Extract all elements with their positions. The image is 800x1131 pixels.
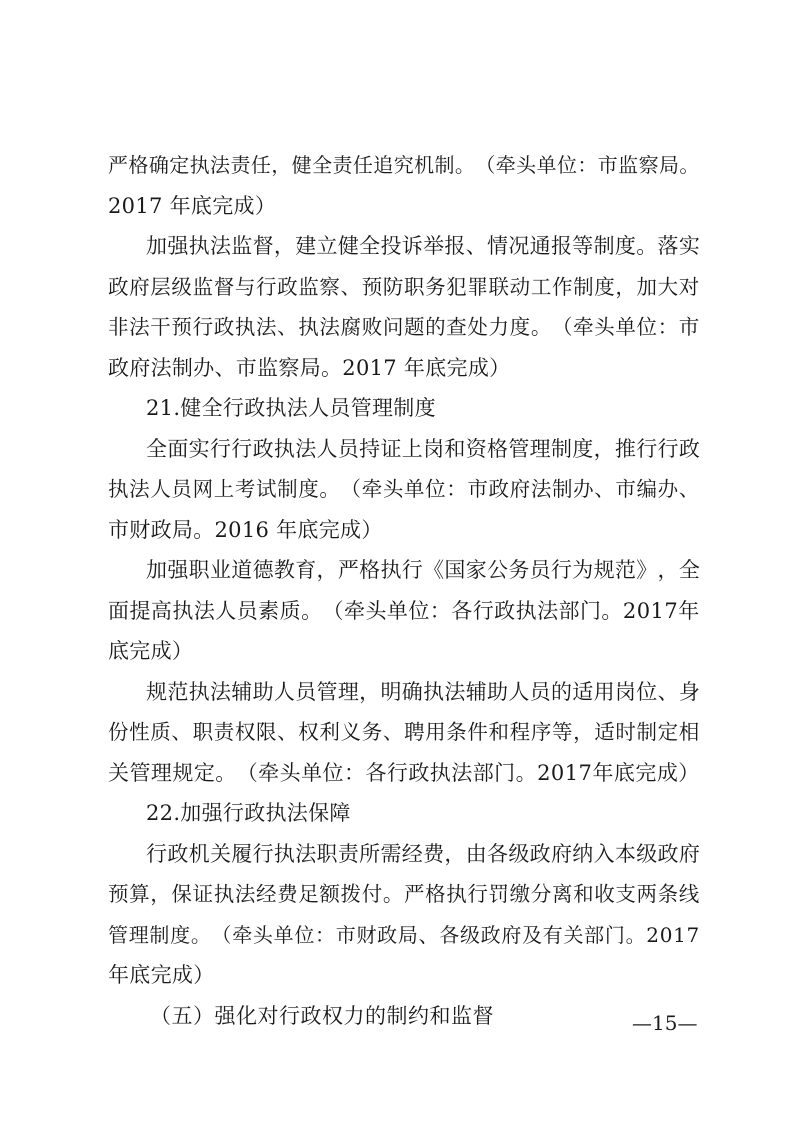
paragraph-line: 加 强 职 业 道 德 教 育 ， 严 格 执 行 《 国 家 公 务 员 行 为 规 范 》 ， 全: [146, 558, 701, 582]
paragraph-line: 全 面 实 行 行 政 执 法 人 员 持 证 上 岗 和 资 格 管 理 制 度 ， 推 行 行 政: [146, 436, 701, 461]
paragraph-line: 面 提 高 执 法 人 员 素 质 。 （ 牵 头 单 位 ： 各 行 政 执 法 部 门 。 2 0 1 7 年: [108, 598, 700, 623]
section-heading: 21.健全行政执法人员管理制度: [146, 396, 436, 420]
paragraph-line: 加 强 执 法 监 督 ， 建 立 健 全 投 诉 举 报 、 情 况 通 报 等 制 度 。 落 实: [146, 234, 701, 258]
section-heading: 22.加强行政执法保障: [146, 801, 351, 825]
paragraph-line: 年底完成）: [108, 963, 215, 987]
body-text: [108, 145, 700, 1036]
paragraph-line: 2017 年底完成）: [108, 193, 277, 218]
paragraph-line: 执 法 人 员 网 上 考 试 制 度 。 （ 牵 头 单 位 ： 市 政 府 法 制 办 、 市 编 办 、: [108, 477, 700, 501]
paragraph-line: 市财政局。2016 年底完成）: [108, 517, 383, 542]
paragraph-line: 预 算 ， 保 证 执 法 经 费 足 额 拨 付 。 严 格 执 行 罚 缴 分 离 和 收 支 两 条 线: [108, 882, 700, 906]
paragraph-line: 规 范 执 法 辅 助 人 员 管 理 ， 明 确 执 法 辅 助 人 员 的 适 用 岗 位 、 身: [146, 679, 701, 704]
chapter-heading: （五）强化对行政权力的制约和监督: [150, 1003, 494, 1028]
paragraph-line: 行 政 机 关 履 行 执 法 职 责 所 需 经 费 ， 由 各 级 政 府 纳 入 本 级 政 府: [146, 841, 701, 866]
page-number: —15—: [632, 1011, 698, 1035]
paragraph-line: 关 管 理 规 定 。 （ 牵 头 单 位 ： 各 行 政 执 法 部 门 。 2 0 1 7 年 底 完 成 ）: [108, 760, 700, 785]
paragraph-line: 非 法 干 预 行 政 执 法 、 执 法 腐 败 问 题 的 查 处 力 度 。 （ 牵 头 单 位 ： 市: [108, 315, 700, 339]
paragraph-line: 份 性 质 、 职 责 权 限 、 权 利 义 务 、 聘 用 条 件 和 程 序 等 ， 适 时 制 定 相: [108, 720, 700, 744]
paragraph-line: 底完成）: [108, 639, 194, 663]
paragraph-line: 管 理 制 度 。 （ 牵 头 单 位 ： 市 财 政 局 、 各 级 政 府 及 有 关 部 门 。 2 0 1 7: [108, 922, 700, 947]
paragraph-line: 政 府 层 级 监 督 与 行 政 监 察 、 预 防 职 务 犯 罪 联 动 工 作 制 度 ， 加 大 对: [108, 274, 700, 299]
paragraph-line: 政府法制办、市监察局。2017 年底完成）: [108, 355, 511, 380]
paragraph-line: 严 格 确 定 执 法 责 任 ， 健 全 责 任 追 究 机 制 。 （ 牵 头 单 位 ： 市 监 察 局 。: [108, 153, 700, 177]
